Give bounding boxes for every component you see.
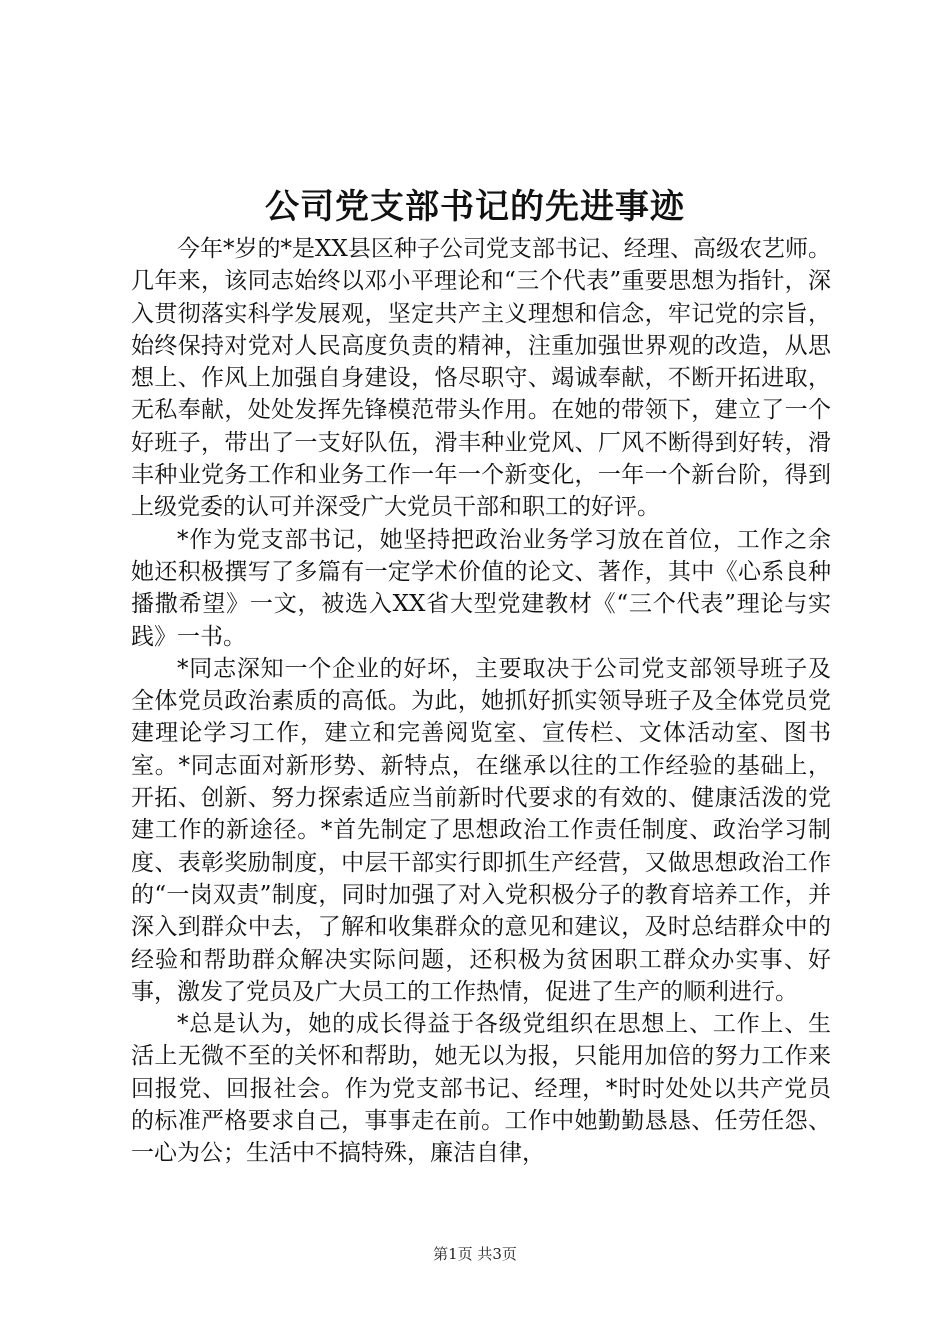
page-footer [0,1243,950,1265]
paragraph-3: *同志深知一个企业的好坏，主要取决于公司党支部领导班子及全体党员政治素质的高低。为此，她抓好抓实领导班子及全体党员党建理论学习工作，建立和完善阅览室、宣传栏、文体活动室、图书室。*同志面对新形势、新特点，在继承以往的工作经验的基础上，开拓、创新、努力探索适应当前新时代要求的有效的、健康活泼的党建工作的新途径。*首先制定了思想政治工作责任制度、政治学习制度、表彰奖励制度，中层干部实行即抓生产经营，又做思想政治工作的“一岗双责”制度，同时加强了对入党积极分子的教育培养工作，并深入到群众中去，了解和收集群众的意见和建议，及时总结群众中的经验和帮助群众解决实际问题，还积极为贫困职工群众办实事、好事，激发了党员及广大员工的工作热情，促进了生产的顺利进行。 [131,655,831,1005]
document-body [131,233,831,1170]
paragraph-2: *作为党支部书记，她坚持把政治业务学习放在首位，工作之余她还积极撰写了多篇有一定学术价值的论文、著作，其中《心系良种播撒希望》一文，被选入XX省大型党建教材《“三个代表”理论与实践》一书。 [131,526,831,650]
document-title: 公司党支部书记的先进事迹 [265,187,685,227]
page-indicator: 第1页 共3页 [433,1245,517,1263]
paragraph-1: 今年*岁的*是XX县区种子公司党支部书记、经理、高级农艺师。几年来，该同志始终以邓小平理论和“三个代表”重要思想为指针，深入贯彻落实科学发展观，坚定共产主义理想和信念，牢记党的宗旨，始终保持对党对人民高度负责的精神，注重加强世界观的改造，从思想上、作风上加强自身建设，恪尽职守、竭诚奉献，不断开拓进取，无私奉献，处处发挥先锋模范带头作用。在她的带领下，建立了一个好班子，带出了一支好队伍，滑丰种业党风、厂风不断得到好转，滑丰种业党务工作和业务工作一年一个新变化，一年一个新台阶，得到上级党委的认可并深受广大党员干部和职工的好评。 [131,236,831,521]
paragraph-4: *总是认为，她的成长得益于各级党组织在思想上、工作上、生活上无微不至的关怀和帮助，她无以为报，只能用加倍的努力工作来回报党、回报社会。作为党支部书记、经理，*时时处处以共产党员的标准严格要求自己，事事走在前。工作中她勤勤恳恳、任劳任怨、一心为公；生活中不搞特殊，廉洁自律， [131,1011,831,1167]
